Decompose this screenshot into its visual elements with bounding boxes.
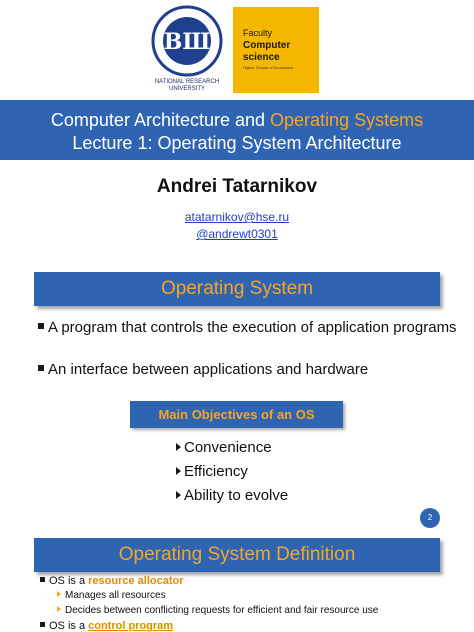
triangle-bullet-icon (176, 443, 181, 451)
slide-def-header (34, 538, 440, 572)
bullet-text: An interface between applications and hardware (48, 361, 369, 378)
objective-text: Ability to evolve (184, 487, 289, 504)
square-bullet-icon (38, 323, 44, 329)
author-handle-link[interactable]: @andrewt0301 (196, 227, 278, 241)
subitem-text: Decides between conflicting requests for efficient and fair resource use (65, 605, 379, 616)
page-number-badge: 2 (420, 508, 440, 528)
subitem-text: Manages all resources (65, 590, 166, 601)
bullet-item (38, 318, 458, 337)
author-email-link[interactable]: atatarnikov@hse.ru (184, 210, 290, 224)
definition-item (40, 575, 184, 587)
course-title-prefix: Computer Architecture and (50, 110, 271, 130)
definition-prefix: OS is a (49, 575, 89, 587)
objective-item (176, 439, 272, 456)
objective-text: Convenience (184, 439, 272, 456)
triangle-bullet-icon (176, 467, 181, 475)
hse-caption-line2: UNIVERSITY (168, 86, 205, 92)
definition-item (40, 620, 173, 632)
objective-item (176, 463, 248, 480)
square-bullet-icon (38, 365, 44, 371)
title-band (0, 100, 474, 160)
slide-os-title: Operating System (160, 278, 314, 299)
square-bullet-icon (40, 622, 45, 627)
course-title-highlight: Operating Systems (270, 110, 424, 130)
lecture-title: Lecture 1: Operating System Architecture (72, 133, 402, 153)
definition-highlight: resource allocator (88, 575, 184, 587)
triangle-bullet-icon (176, 491, 181, 499)
objective-text: Efficiency (184, 463, 248, 480)
fcs-logo-line2: Computer (243, 40, 291, 51)
objectives-header (130, 401, 343, 428)
definition-prefix: OS is a (49, 620, 89, 632)
square-bullet-icon (40, 577, 45, 582)
bullet-text: A program that controls the execution of application programs (48, 319, 457, 336)
slide-os-header (34, 272, 440, 306)
bullet-item (38, 360, 458, 379)
hse-caption-line1: NATIONAL RESEARCH (154, 79, 220, 85)
orange-triangle-bullet-icon (57, 606, 61, 612)
objectives-title: Main Objectives of an OS (158, 407, 315, 422)
orange-triangle-bullet-icon (57, 591, 61, 597)
hse-caption (140, 79, 234, 93)
author-name: Andrei Tatarnikov (156, 176, 318, 197)
fcs-logo-line1: Faculty (243, 28, 273, 38)
fcs-logo-line3: science (243, 52, 280, 63)
fcs-logo-line4: Higher School of Economics (243, 65, 294, 70)
course-title (0, 110, 474, 131)
definition-subitem (57, 605, 378, 616)
definition-highlight: control program (88, 620, 174, 632)
svg-text:ВШ: ВШ (163, 29, 211, 55)
hse-logo (151, 5, 223, 77)
fcs-logo (233, 7, 319, 93)
objective-item (176, 487, 288, 504)
slide-def-title: Operating System Definition (118, 544, 356, 565)
definition-subitem (57, 590, 166, 601)
